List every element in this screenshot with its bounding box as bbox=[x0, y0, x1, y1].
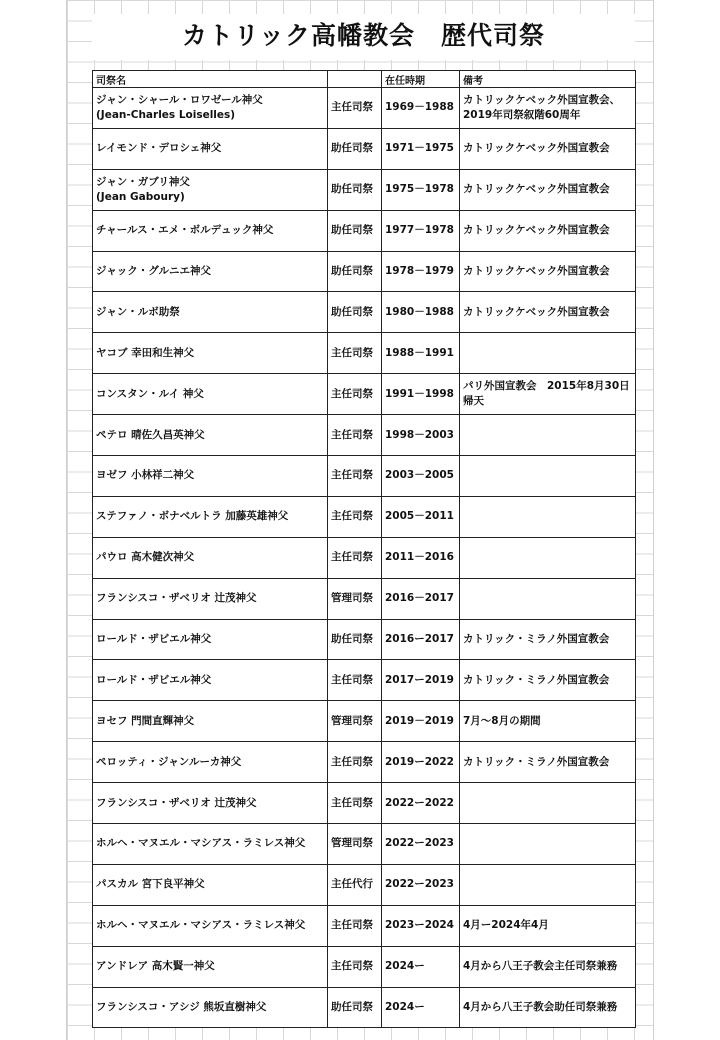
cell-name: ペロッティ・ジャンルーカ神父 bbox=[93, 742, 328, 783]
table-row bbox=[93, 987, 636, 1028]
cell-note bbox=[460, 333, 636, 374]
table-row bbox=[93, 169, 636, 210]
table-row bbox=[93, 619, 636, 660]
cell-role: 管理司祭 bbox=[328, 701, 382, 742]
cell-note: カトリックケベック外国宣教会 bbox=[460, 210, 636, 251]
cell-note: カトリック・ミラノ外国宣教会 bbox=[460, 619, 636, 660]
cell-role: 主任司祭 bbox=[328, 905, 382, 946]
table-row bbox=[93, 456, 636, 497]
cell-note: 4月ー2024年4月 bbox=[460, 905, 636, 946]
cell-name: ヨゼフ 小林祥二神父 bbox=[93, 456, 328, 497]
cell-period: 2016－2017 bbox=[382, 578, 460, 619]
priest-history-table bbox=[92, 70, 636, 1028]
cell-period: 1971－1975 bbox=[382, 128, 460, 169]
cell-period: 2011－2016 bbox=[382, 537, 460, 578]
cell-period: 2017ー2019 bbox=[382, 660, 460, 701]
cell-period: 2016ー2017 bbox=[382, 619, 460, 660]
cell-name: ロールド・ザビエル神父 bbox=[93, 619, 328, 660]
cell-role: 主任司祭 bbox=[328, 333, 382, 374]
cell-role: 助任司祭 bbox=[328, 210, 382, 251]
cell-role: 主任司祭 bbox=[328, 742, 382, 783]
table-row bbox=[93, 496, 636, 537]
cell-role: 管理司祭 bbox=[328, 824, 382, 865]
cell-name: アンドレア 高木賢一神父 bbox=[93, 946, 328, 987]
cell-name: コンスタン・ルイ 神父 bbox=[93, 374, 328, 415]
cell-role: 主任司祭 bbox=[328, 456, 382, 497]
header-role bbox=[328, 71, 382, 88]
cell-note: カトリックケベック外国宣教会 bbox=[460, 128, 636, 169]
table-row bbox=[93, 537, 636, 578]
table-row bbox=[93, 415, 636, 456]
cell-note: 7月～8月の期間 bbox=[460, 701, 636, 742]
cell-role: 主任代行 bbox=[328, 864, 382, 905]
cell-period: 1991－1998 bbox=[382, 374, 460, 415]
cell-period: 2005－2011 bbox=[382, 496, 460, 537]
cell-note bbox=[460, 496, 636, 537]
cell-note: 4月から八王子教会助任司祭兼務 bbox=[460, 987, 636, 1028]
header-name: 司祭名 bbox=[93, 71, 328, 88]
table-header-row bbox=[93, 71, 636, 88]
cell-name: レイモンド・デロシェ神父 bbox=[93, 128, 328, 169]
cell-period: 2019－2019 bbox=[382, 701, 460, 742]
cell-note bbox=[460, 415, 636, 456]
cell-role: 助任司祭 bbox=[328, 619, 382, 660]
cell-role: 主任司祭 bbox=[328, 496, 382, 537]
header-period: 在任時期 bbox=[382, 71, 460, 88]
cell-note: カトリックケベック外国宣教会 bbox=[460, 169, 636, 210]
cell-name: ジャン・ルボ助祭 bbox=[93, 292, 328, 333]
cell-role: 助任司祭 bbox=[328, 987, 382, 1028]
cell-period: 2024ー bbox=[382, 987, 460, 1028]
cell-period: 2022ー2023 bbox=[382, 864, 460, 905]
cell-name: ヤコブ 幸田和生神父 bbox=[93, 333, 328, 374]
cell-name: フランシスコ・ザベリオ 辻茂神父 bbox=[93, 783, 328, 824]
cell-role: 助任司祭 bbox=[328, 292, 382, 333]
cell-role: 主任司祭 bbox=[328, 537, 382, 578]
cell-period: 2022ー2023 bbox=[382, 824, 460, 865]
cell-note bbox=[460, 578, 636, 619]
table-row bbox=[93, 374, 636, 415]
cell-role: 主任司祭 bbox=[328, 374, 382, 415]
cell-period: 1977－1978 bbox=[382, 210, 460, 251]
cell-name: ホルヘ・マヌエル・マシアス・ラミレス神父 bbox=[93, 824, 328, 865]
cell-name: パウロ 高木健次神父 bbox=[93, 537, 328, 578]
cell-note: パリ外国宣教会 2015年8月30日 帰天 bbox=[460, 374, 636, 415]
cell-name: ステファノ・ボナベルトラ 加藤英雄神父 bbox=[93, 496, 328, 537]
cell-name: フランシスコ・アシジ 熊坂直樹神父 bbox=[93, 987, 328, 1028]
table-row bbox=[93, 128, 636, 169]
cell-period: 1978－1979 bbox=[382, 251, 460, 292]
cell-role: 助任司祭 bbox=[328, 251, 382, 292]
cell-note: カトリックケベック外国宣教会 bbox=[460, 292, 636, 333]
cell-role: 助任司祭 bbox=[328, 128, 382, 169]
page-title: カトリック高幡教会 歴代司祭 bbox=[92, 14, 635, 60]
table-row bbox=[93, 701, 636, 742]
cell-name: ジャック・グルニエ神父 bbox=[93, 251, 328, 292]
table-row bbox=[93, 783, 636, 824]
table-row bbox=[93, 864, 636, 905]
cell-note: カトリックケベック外国宣教会、 2019年司祭叙階60周年 bbox=[460, 88, 636, 129]
cell-note bbox=[460, 824, 636, 865]
cell-note bbox=[460, 864, 636, 905]
table-row bbox=[93, 210, 636, 251]
cell-period: 1988－1991 bbox=[382, 333, 460, 374]
cell-name: ヨセフ 門間直輝神父 bbox=[93, 701, 328, 742]
cell-name: ホルヘ・マヌエル・マシアス・ラミレス神父 bbox=[93, 905, 328, 946]
cell-period: 2024ー bbox=[382, 946, 460, 987]
cell-note bbox=[460, 537, 636, 578]
cell-period: 1975－1978 bbox=[382, 169, 460, 210]
table-row bbox=[93, 292, 636, 333]
cell-name: ジャン・シャール・ロワゼール神父 (Jean-Charles Loiselles) bbox=[93, 88, 328, 129]
cell-name: パスカル 宮下良平神父 bbox=[93, 864, 328, 905]
table-row bbox=[93, 742, 636, 783]
cell-note: カトリック・ミラノ外国宣教会 bbox=[460, 742, 636, 783]
table-row bbox=[93, 88, 636, 129]
cell-role: 主任司祭 bbox=[328, 88, 382, 129]
table-row bbox=[93, 824, 636, 865]
cell-note: 4月から八王子教会主任司祭兼務 bbox=[460, 946, 636, 987]
cell-name: チャールス・エメ・ボルデュック神父 bbox=[93, 210, 328, 251]
cell-name: フランシスコ・ザベリオ 辻茂神父 bbox=[93, 578, 328, 619]
cell-role: 主任司祭 bbox=[328, 783, 382, 824]
cell-period: 2003－2005 bbox=[382, 456, 460, 497]
cell-role: 主任司祭 bbox=[328, 415, 382, 456]
cell-period: 2022ー2022 bbox=[382, 783, 460, 824]
cell-period: 1980－1988 bbox=[382, 292, 460, 333]
cell-period: 1998－2003 bbox=[382, 415, 460, 456]
cell-period: 1969－1988 bbox=[382, 88, 460, 129]
table-row bbox=[93, 333, 636, 374]
cell-role: 主任司祭 bbox=[328, 946, 382, 987]
cell-name: ペテロ 晴佐久昌英神父 bbox=[93, 415, 328, 456]
table-row bbox=[93, 946, 636, 987]
cell-note: カトリックケベック外国宣教会 bbox=[460, 251, 636, 292]
cell-note bbox=[460, 783, 636, 824]
table-row bbox=[93, 578, 636, 619]
cell-role: 管理司祭 bbox=[328, 578, 382, 619]
header-note: 備考 bbox=[460, 71, 636, 88]
cell-note: カトリック・ミラノ外国宣教会 bbox=[460, 660, 636, 701]
cell-period: 2023ー2024 bbox=[382, 905, 460, 946]
cell-name: ジャン・ガブリ神父 (Jean Gaboury) bbox=[93, 169, 328, 210]
table-row bbox=[93, 251, 636, 292]
cell-name: ロールド・ザビエル神父 bbox=[93, 660, 328, 701]
cell-role: 助任司祭 bbox=[328, 169, 382, 210]
cell-role: 主任司祭 bbox=[328, 660, 382, 701]
table-row bbox=[93, 905, 636, 946]
cell-note bbox=[460, 456, 636, 497]
table-row bbox=[93, 660, 636, 701]
cell-period: 2019ー2022 bbox=[382, 742, 460, 783]
